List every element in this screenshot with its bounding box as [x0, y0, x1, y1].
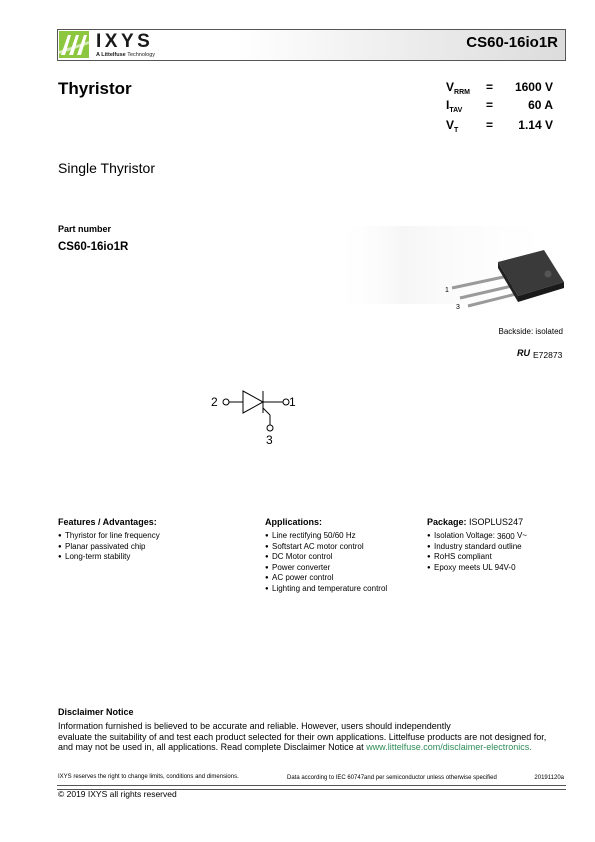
brand-tagline	[96, 52, 155, 58]
list-item: ● Epoxy meets UL 94V-0	[427, 563, 527, 574]
features-list	[58, 531, 160, 563]
list-item: ● Line rectifying 50/60 Hz	[265, 531, 387, 542]
tagline-rest: Technology	[127, 52, 156, 58]
disclaimer-line: evaluate the suitability of and test each product selected for their own applications. Littelfuse products are not designed for,	[58, 731, 547, 742]
footer-date-code: 20191120a	[534, 775, 564, 781]
rating-row-vt	[446, 118, 553, 138]
rating-equals: =	[486, 80, 494, 94]
list-item: ● Thyristor for line frequency	[58, 531, 160, 542]
footer-mid-note: Data according to IEC 60747and per semiconductor unless otherwise specified	[287, 775, 497, 781]
ixys-logo-icon	[59, 31, 89, 58]
list-item: ● Long-term stability	[58, 552, 160, 563]
product-subtitle: Single Thyristor	[58, 160, 156, 176]
package-title: Package: ISOPLUS247	[427, 517, 524, 527]
applications-list	[265, 531, 387, 594]
rating-row-vrrm	[446, 80, 553, 100]
rating-value: 1600 V	[514, 80, 553, 94]
part-number-label: Part number	[58, 224, 112, 234]
brand-name: IXYS	[96, 31, 154, 52]
list-item: ● Softstart AC motor control	[265, 542, 387, 553]
product-title: Thyristor	[58, 79, 132, 98]
disclaimer-link[interactable]: www.littelfuse.com/disclaimer-electronics.	[366, 742, 532, 752]
symbol-pin-cathode: 1	[289, 395, 296, 409]
footer-left-note: IXYS reserves the right to change limits, conditions and dimensions.	[58, 774, 239, 780]
copyright: © 2019 IXYS all rights reserved	[58, 789, 177, 799]
applications-title: Applications:	[265, 517, 323, 527]
rating-row-itav	[446, 98, 553, 118]
disclaimer-body	[58, 721, 573, 753]
disclaimer-title: Disclaimer Notice	[58, 707, 134, 717]
rating-symbol: $I_{TAV}$	[446, 98, 463, 114]
tagline-bold: A Littelfuse	[96, 52, 126, 58]
features-title: Features / Advantages:	[58, 517, 157, 527]
rating-symbol: $V_T$	[446, 118, 459, 134]
list-item: ● Power converter	[265, 563, 387, 574]
thyristor-symbol	[200, 385, 310, 449]
footer-divider	[57, 785, 566, 786]
list-item: ● Industry standard outline	[427, 542, 527, 553]
disclaimer-line: and may not be used in, all applications. Read complete Disclaimer Notice at www.littelfuse.com/disclaimer-electronics.	[58, 742, 532, 752]
package-image	[332, 226, 568, 322]
package-list	[427, 531, 527, 573]
list-item: ● RoHS compliant	[427, 552, 527, 563]
part-number-value: CS60-16io1R	[58, 241, 129, 253]
list-item: ● DC Motor control	[265, 552, 387, 563]
package-name: ISOPLUS247	[469, 517, 524, 527]
package-pin-1-label: 1	[445, 287, 449, 294]
symbol-pin-anode: 2	[211, 395, 218, 409]
disclaimer-line: Information furnished is believed to be accurate and reliable. However, users should independently	[58, 721, 451, 731]
rating-value: 60 A	[528, 98, 553, 112]
ul-recognized-icon: RU	[517, 348, 530, 358]
rating-equals: =	[486, 98, 494, 112]
list-item: ● Isolation Voltage: 3600 V~	[427, 531, 527, 542]
list-item: ● AC power control	[265, 573, 387, 584]
symbol-pin-gate: 3	[266, 433, 273, 447]
rating-value: 1.14 V	[518, 118, 553, 132]
rating-equals: =	[486, 118, 494, 132]
rating-symbol: $V_{RRM}$	[446, 80, 470, 96]
list-item: ● Lighting and temperature control	[265, 584, 387, 595]
package-pin-3-label: 3	[456, 304, 460, 311]
backside-note: Backside: isolated	[498, 327, 563, 336]
header-part-number: CS60-16io1R	[466, 34, 558, 51]
list-item: ● Planar passivated chip	[58, 542, 160, 553]
ul-file-number: E72873	[533, 350, 563, 360]
